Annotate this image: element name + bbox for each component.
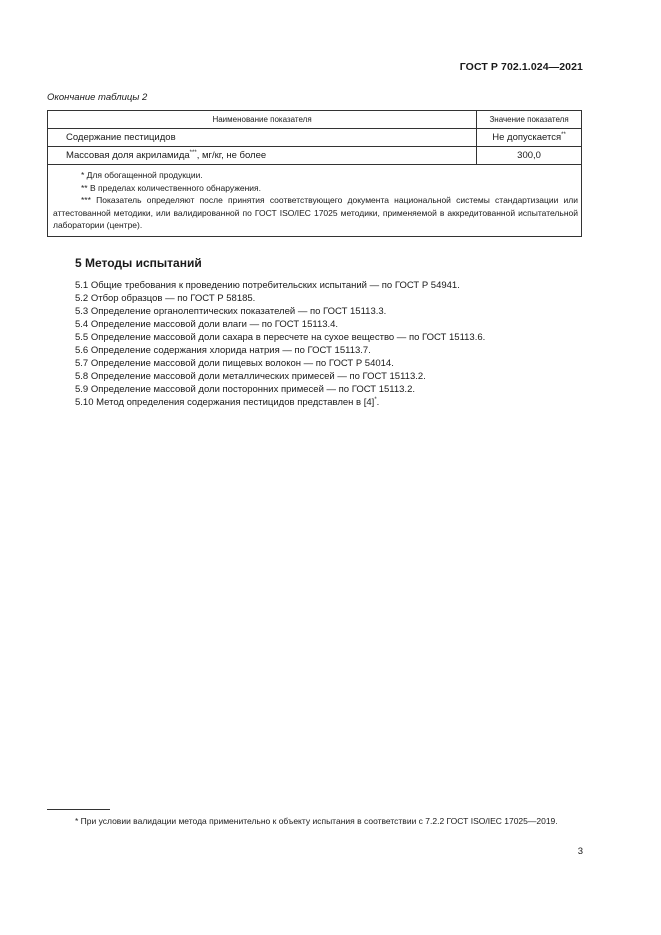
method-item: 5.6 Определение содержания хлорида натрия — по ГОСТ 15113.7. [75, 345, 371, 356]
indicators-table [47, 110, 582, 237]
page-number: 3 [577, 846, 583, 857]
section-heading: 5 Методы испытаний [75, 256, 202, 270]
method-item: 5.9 Определение массовой доли посторонних примесей — по ГОСТ 15113.2. [75, 384, 415, 395]
table-note: *** Показатель определяют после принятия соответствующего документа национальной системы стандартизации или аттестованной методики, или валидированной по ГОСТ ISO/IEC 17025 методики, применяемой в аккредитованной испытательной лаборатории (центре). [53, 195, 578, 231]
row-name-cell: Содержание пестицидов [48, 129, 477, 147]
method-item: 5.3 Определение органолептических показателей — по ГОСТ 15113.3. [75, 306, 387, 317]
table-notes-cell [48, 165, 582, 237]
row-name-cell: Массовая доля акриламида***, мг/кг, не более [48, 147, 477, 165]
method-item: 5.1 Общие требования к проведению потребительских испытаний — по ГОСТ Р 54941. [75, 280, 460, 291]
table-note: * Для обогащенной продукции. [81, 170, 203, 180]
row-value-cell: 300,0 [477, 147, 582, 165]
footnote: * При условии валидации метода применительно к объекту испытания в соответствии с 7.2.2 ГОСТ ISO/IEC 17025—2019. [75, 816, 558, 826]
table-row [48, 147, 582, 165]
method-item: 5.10 Метод определения содержания пестицидов представлен в [4]*. [75, 397, 380, 408]
method-item: 5.5 Определение массовой доли сахара в пересчете на сухое вещество — по ГОСТ 15113.6. [75, 332, 486, 343]
footnote-divider [47, 809, 110, 810]
method-item: 5.4 Определение массовой доли влаги — по ГОСТ 15113.4. [75, 319, 339, 330]
method-item: 5.7 Определение массовой доли пищевых волокон — по ГОСТ Р 54014. [75, 358, 394, 369]
row-value-cell: Не допускается** [477, 129, 582, 147]
column-header-name: Наименование показателя [48, 111, 477, 129]
table-row [48, 129, 582, 147]
method-item: 5.8 Определение массовой доли металлических примесей — по ГОСТ 15113.2. [75, 371, 426, 382]
column-header-value: Значение показателя [477, 111, 582, 129]
table-header-row [48, 111, 582, 129]
document-code: ГОСТ Р 702.1.024—2021 [459, 61, 583, 73]
table-note: ** В пределах количественного обнаружения. [81, 182, 262, 193]
table-notes-row [48, 165, 582, 237]
method-item: 5.2 Отбор образцов — по ГОСТ Р 58185. [75, 293, 256, 304]
table-caption: Окончание таблицы 2 [47, 92, 148, 103]
